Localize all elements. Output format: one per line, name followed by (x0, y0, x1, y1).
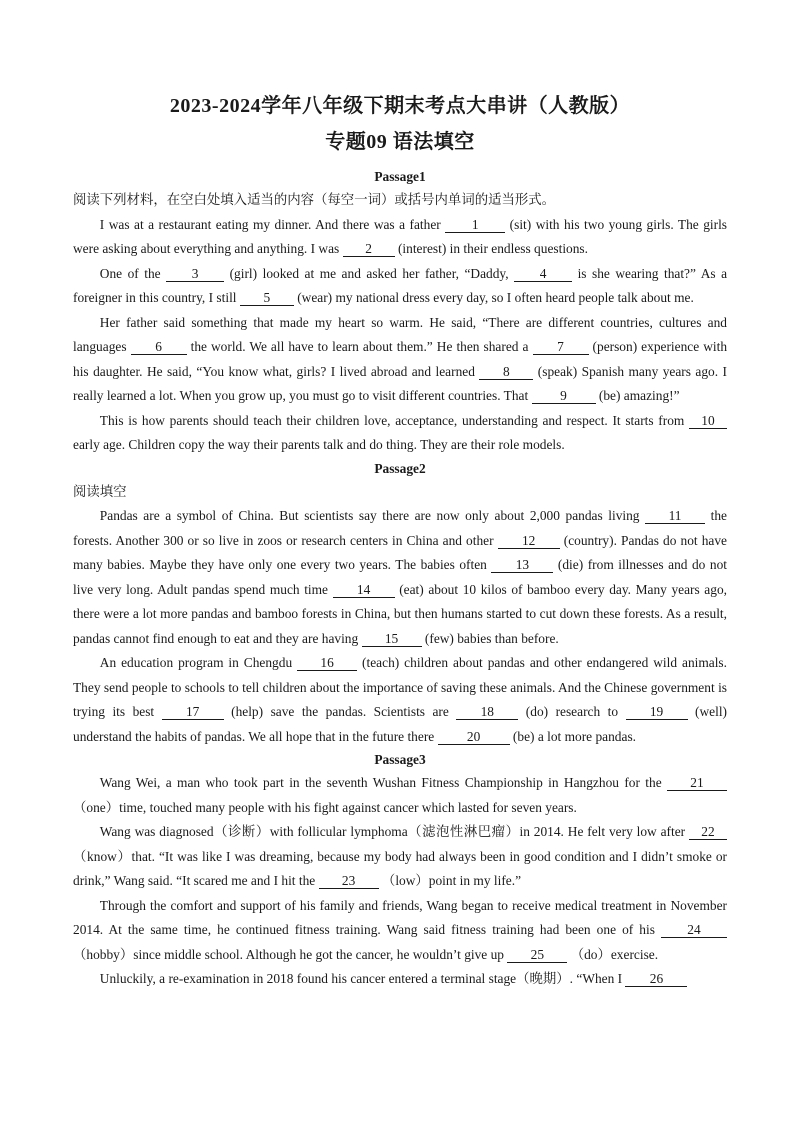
passage-paragraph (73, 771, 727, 820)
answer-blank-18[interactable]: 18 (456, 704, 518, 720)
answer-blank-16[interactable]: 16 (297, 655, 357, 671)
passage2-body (73, 504, 727, 749)
text-run: Unluckily, a re-examination in 2018 found his cancer entered a terminal stage（晚期）. “When I (99, 971, 626, 986)
text-run: is she wearing that?” As a foreigner in this country, I still (73, 265, 728, 305)
text-run: Through the comfort and support of his family and friends, Wang began to receive medical treatment in November 2014. At the same time, he continued fitness training. Wang said fitness training had been one of his (73, 897, 727, 937)
passage-paragraph (73, 967, 727, 992)
text-run: One of the (99, 265, 167, 281)
answer-blank-1[interactable]: 1 (445, 217, 505, 233)
answer-blank-24[interactable]: 24 (661, 922, 727, 938)
text-run: (girl) looked at me and asked her father, “Daddy, (224, 265, 515, 281)
text-run: （hobby）since middle school. Although he got the cancer, he wouldn’t give up (73, 946, 508, 962)
text-run: Pandas are a symbol of China. But scientists say there are now only about 2,000 pandas living (99, 508, 646, 523)
passage-paragraph (73, 409, 727, 458)
passage-paragraph (73, 213, 727, 262)
text-run: (teach) children about pandas and other endangered wild animals. They send people to schools to tell children about the importance of saving these animals. And the Chinese government is trying its best (73, 655, 727, 719)
answer-blank-26[interactable]: 26 (625, 971, 687, 987)
text-run: Her father said something that made my heart so warm. He said, “There are different countries, cultures and languages (73, 314, 727, 354)
passage3-body (73, 771, 727, 992)
answer-blank-10[interactable]: 10 (689, 413, 727, 429)
passage-paragraph (73, 894, 727, 968)
answer-blank-12[interactable]: 12 (498, 533, 560, 549)
answer-blank-2[interactable]: 2 (343, 241, 395, 257)
text-run: the world. We all have to learn about them.” He then shared a (186, 339, 533, 354)
passage-paragraph (73, 311, 727, 409)
answer-blank-9[interactable]: 9 (532, 388, 596, 404)
passage1-instruction: 阅读下列材料，在空白处填入适当的内容（每空一词）或括号内单词的适当形式。 (73, 192, 556, 207)
text-run: (eat) about 10 kilos of bamboo every day. Many years ago, there were a lot more pandas and bamboo forests in China, but then humans started to cut down these forests. As a result, pandas cannot find enough to eat and they are having (73, 581, 727, 646)
answer-blank-4[interactable]: 4 (514, 266, 572, 282)
passage-paragraph (73, 504, 727, 651)
text-run: （one）time, touched many people with his fight against cancer which lasted for seven years. (73, 799, 577, 815)
answer-blank-6[interactable]: 6 (131, 339, 187, 355)
passage2-heading: Passage2 (374, 460, 426, 476)
passage1-heading: Passage1 (374, 169, 426, 184)
text-run: （low）point in my life.” (378, 873, 522, 888)
text-run: (speak) Spanish many years ago. I really learned a lot. When you grow up, you must go to visit different countries. That (73, 363, 727, 403)
passage1-body (73, 213, 727, 458)
text-run: (help) save the pandas. Scientists are (223, 704, 457, 719)
passage-paragraph (73, 651, 727, 749)
text-run: Wang Wei, a man who took part in the seventh Wushan Fitness Championship in Hangzhou for the (99, 775, 667, 790)
text-run: （do）exercise. (567, 946, 659, 962)
text-run: This is how parents should teach their children love, acceptance, understanding and respect. It starts from (99, 412, 689, 428)
text-run: (die) from illnesses and do not live very long. Adult pandas spend much time (73, 557, 728, 597)
passage-paragraph (73, 262, 727, 311)
document-title: 2023-2024学年八年级下期末考点大串讲（人教版） (169, 95, 631, 117)
answer-blank-19[interactable]: 19 (626, 704, 688, 720)
text-run: (few) babies than before. (421, 630, 559, 646)
answer-blank-13[interactable]: 13 (491, 557, 553, 573)
text-run: (wear) my national dress every day, so I often heard people talk about me. (293, 290, 694, 305)
text-run: An education program in Chengdu (99, 655, 298, 670)
answer-blank-22[interactable]: 22 (689, 824, 727, 840)
passage2-instruction: 阅读填空 (73, 483, 127, 499)
text-run: the forests. Another 300 or so live in zoos or research centers in China and other (73, 508, 727, 548)
answer-blank-23[interactable]: 23 (319, 873, 379, 889)
answer-blank-25[interactable]: 25 (507, 947, 567, 963)
text-run: (be) amazing!” (595, 388, 680, 403)
answer-blank-20[interactable]: 20 (438, 729, 510, 745)
text-run: I was at a restaurant eating my dinner. And there was a father (99, 216, 446, 232)
answer-blank-8[interactable]: 8 (479, 364, 533, 380)
answer-blank-21[interactable]: 21 (667, 775, 727, 791)
answer-blank-17[interactable]: 17 (162, 704, 224, 720)
answer-blank-7[interactable]: 7 (533, 339, 589, 355)
text-run: （know）that. “It was like I was dreaming, because my body had always been in good condition and I didn’t smoke or drink,” Wang said. “It scared me and I hit the (73, 848, 727, 888)
text-run: Wang was diagnosed（诊断）with follicular lymphoma（滤泡性淋巴瘤）in 2014. He felt very low after (99, 824, 689, 839)
text-run: early age. Children copy the way their parents talk and do thing. They are their role models. (73, 437, 565, 452)
answer-blank-5[interactable]: 5 (240, 290, 294, 306)
answer-blank-15[interactable]: 15 (362, 631, 422, 647)
text-run: (sit) with his two young girls. The girls were asking about everything and anything. I was (73, 216, 727, 256)
text-run: (be) a lot more pandas. (509, 728, 636, 744)
text-run: (person) experience with his daughter. He said, “You know what, girls? I lived abroad and learned (73, 339, 728, 379)
text-run: (do) research to (518, 704, 626, 719)
answer-blank-11[interactable]: 11 (645, 508, 705, 524)
answer-blank-3[interactable]: 3 (166, 266, 224, 282)
text-run: (interest) in their endless questions. (394, 241, 588, 256)
document-subtitle: 专题09 语法填空 (325, 131, 475, 153)
passage-paragraph (73, 820, 727, 894)
text-run: (well) understand the habits of pandas. We all hope that in the future there (73, 704, 727, 744)
passage3-heading: Passage3 (374, 752, 426, 767)
answer-blank-14[interactable]: 14 (333, 582, 395, 598)
text-run: (country). Pandas do not have many babies. Maybe they have only one every two years. The babies often (73, 532, 727, 572)
